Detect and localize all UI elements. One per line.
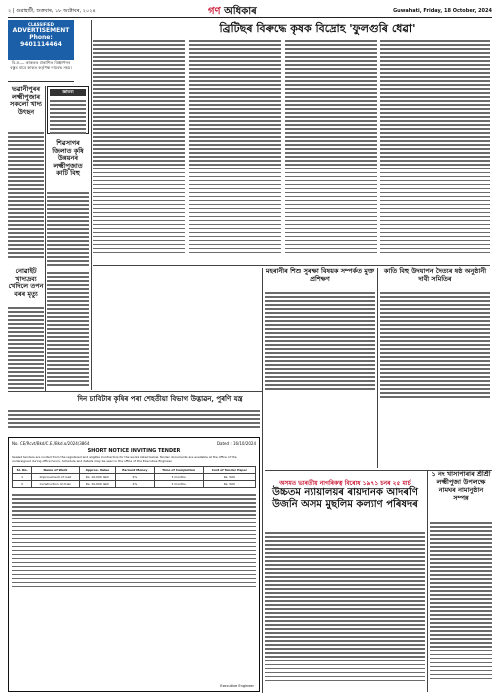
story-a-headline: মহৰানীৰ শিশু সুৰক্ষা বিষয়ক সম্পৰ্কত মুক্ত প্ৰশিক্ষণ	[265, 267, 375, 283]
tender-table	[12, 466, 256, 488]
row-divider	[8, 391, 262, 392]
tender-paragraph: Sealed tenders are invited from the registered and eligible Contractors for the works listed below. Tender documents are available at the office of the undersigned during office hours. Schedule and details may be seen in the office of the Executive Engineer.	[12, 455, 237, 463]
table-cell: 2%	[116, 480, 154, 487]
story-b-headline: কাতি বিহু উদযাপন দৈত্যৰ ষষ্ঠ অনুষ্ঠানী দাবী সমিতিৰ	[383, 267, 487, 283]
column-divider	[262, 268, 263, 693]
tender-notice	[8, 437, 260, 692]
bottom-headline: উচ্চতম ন্যায়ালয়ৰ ৰায়দানক আদৰণি উজনি অসম মুছলিম কল্যাণ পৰিষদৰ	[272, 487, 418, 510]
table-cell: 2%	[116, 473, 154, 480]
main-article-col-4	[380, 38, 490, 263]
tender-col-header: Cost of Tender Paper	[203, 466, 255, 473]
tender-table-header-row	[13, 466, 256, 473]
tender-col-header: Sl. No.	[13, 466, 32, 473]
left-story-1-body	[8, 130, 44, 265]
top-headline: ব্ৰিটিছৰ বিৰুদ্ধে কৃষক বিদ্ৰোহ 'ফুলগুৰি ধেৱা'	[219, 22, 416, 35]
table-cell: Rs. 500	[203, 480, 255, 487]
column-divider	[427, 470, 428, 692]
tender-header	[12, 441, 256, 446]
bottom-right-headline: ১ নং খাসাপাৰাৰ শ্ৰীশ্ৰী লক্ষ্মীপুজা উপলক্ষে নামঘৰ নামানুষ্ঠান সম্পন্ন	[431, 470, 491, 502]
table-cell: Improvement of road	[32, 473, 79, 480]
table-row	[13, 473, 256, 480]
left-story-2-body	[8, 305, 44, 395]
tender-title: SHORT NOTICE INVITING TENDER	[87, 448, 181, 454]
tender-terms	[12, 492, 256, 590]
tender-col-header: Time of Completion	[154, 466, 203, 473]
tender-signature: Executive Engineer	[220, 684, 254, 688]
mid-story-body	[47, 190, 89, 270]
classified-title: ADVERTISEMENT	[12, 27, 70, 34]
column-divider	[377, 268, 378, 468]
mid-story-headline: শিৱসাগৰ জিলাত কৃষি উন্নয়নৰ লক্ষ্মীপুজাত কাটি বিহু	[52, 139, 84, 177]
masthead-date-left: ২ | গুৱাহাটী, শুক্ৰবাৰ, ১৮ অক্টোবৰ, ২০২৪	[8, 8, 96, 14]
table-cell: 1	[13, 473, 32, 480]
tender-col-header: Earnest Money	[116, 466, 154, 473]
table-cell: Construction of drain	[32, 480, 79, 487]
classified-label: CLASSIFIED	[28, 22, 54, 27]
main-article-col-2	[189, 38, 281, 268]
table-cell: Rs. 500	[203, 473, 255, 480]
lower-left-headline: দিন চাবিটাৰ কৃষিৰ পৰা শেহতীয়া বিভাগ উদ্ভাৱন, পুৰণি যন্ত্ৰ	[77, 394, 243, 403]
row-divider	[265, 470, 492, 471]
notice-box-body	[50, 98, 86, 136]
masthead-date-right: Guwahati, Friday, 18 October, 2024	[393, 8, 492, 14]
lower-left-body	[8, 408, 260, 433]
story-b-body	[380, 290, 490, 410]
bottom-right-body	[430, 520, 492, 690]
table-cell: 2	[13, 480, 32, 487]
tender-date: Dated : 16/10/2024	[216, 441, 256, 446]
table-row	[13, 480, 256, 487]
left-story-1-headline: ভৱানীপুৰৰ লক্ষ্মীপুজাৰ সকলো খাদ্য উৎছন	[10, 85, 42, 116]
tender-col-header: Name of Work	[32, 466, 79, 473]
main-article-col-1	[93, 38, 185, 268]
bottom-kicker: অসমত ভাৰতীয় নাগৰিকত্ব বিৰোধ ১৯৭১ চনৰ ২৫ মাৰ্চ	[279, 480, 411, 487]
row-divider	[93, 265, 490, 266]
tender-ref: No. CE/Rcvt/Bkd/C.E./Bkd.o/2024/3864	[12, 441, 90, 446]
main-article-col-3	[285, 38, 377, 268]
mid-story-body-continued	[47, 270, 89, 395]
tender-col-header: Approx. Value	[79, 466, 115, 473]
table-cell: 3 months	[154, 473, 203, 480]
column-divider	[91, 20, 92, 390]
notice-box-title: জ্ঞাতব্য	[50, 89, 86, 96]
bottom-story-body	[265, 530, 425, 690]
left-story-2-headline: নোৱাইট খাদ্যদ্ৰব্য খেদিলে তপন বৰৰ মৃত্যু	[8, 267, 44, 298]
paper-logo: গণ অধিকাৰ	[208, 6, 257, 17]
masthead	[8, 4, 492, 18]
table-cell: 3 months	[154, 480, 203, 487]
classified-banner	[8, 20, 74, 60]
table-cell: Rs. 10,000 lakh	[79, 480, 115, 487]
classified-disclaimer: বি.দ্ৰ.— কাকতত প্ৰকাশিত বিজ্ঞাপনৰ বস্তুৰ বাবে কাকত কৰ্তৃপক্ষ দায়বদ্ধ নহয়।	[8, 60, 74, 82]
notice-box	[47, 86, 89, 134]
classified-phone: Phone: 9401114464	[20, 34, 62, 48]
column-divider	[45, 86, 46, 391]
story-a-body	[265, 290, 375, 400]
table-cell: Rs. 10,000 lakh	[79, 473, 115, 480]
